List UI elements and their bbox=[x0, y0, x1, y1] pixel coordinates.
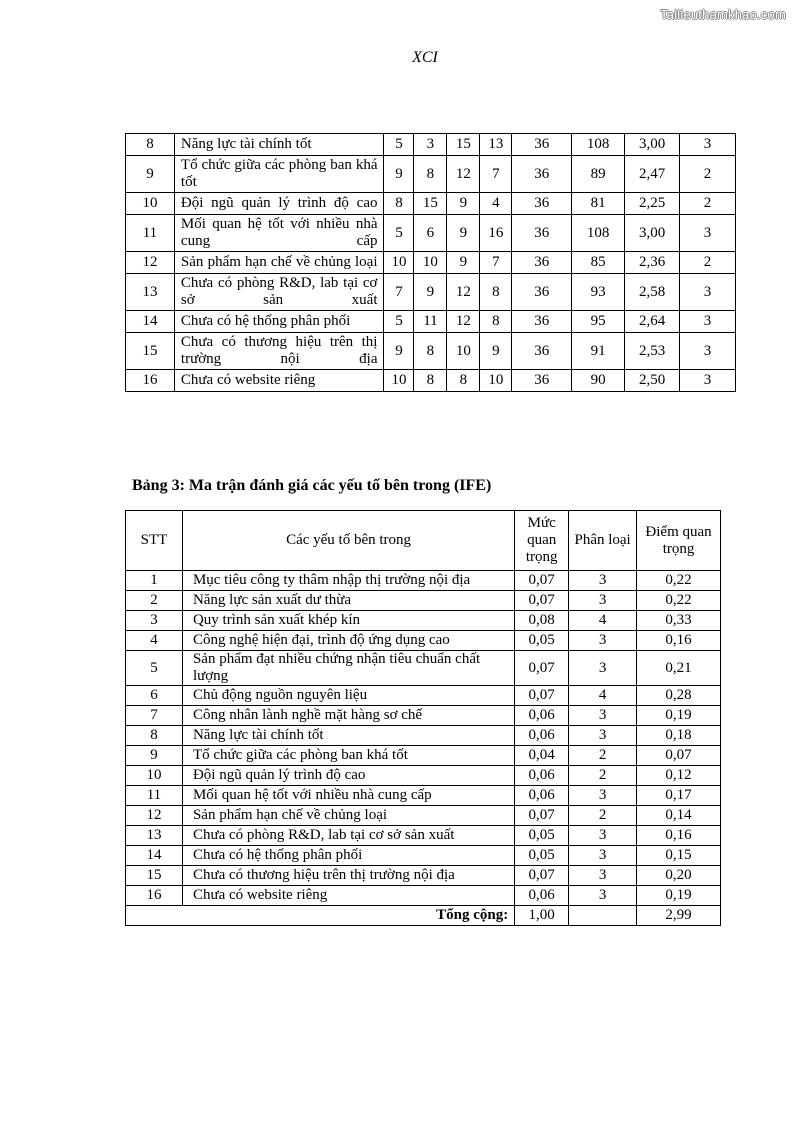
factor-name: Tổ chức giữa các phòng ban khá tốt bbox=[182, 746, 514, 766]
row-number: 16 bbox=[126, 886, 183, 906]
row-number: 1 bbox=[126, 571, 183, 591]
table-row bbox=[126, 886, 721, 906]
table-row bbox=[126, 571, 721, 591]
factor-name: Sản phẩm đạt nhiều chứng nhận tiêu chuẩn chất lượng bbox=[182, 651, 514, 686]
table-row bbox=[126, 686, 721, 706]
row-number: 16 bbox=[126, 370, 175, 392]
rounded-rating: 2 bbox=[680, 252, 736, 274]
row-number: 14 bbox=[126, 311, 175, 333]
rating-1: 5 bbox=[384, 134, 414, 156]
weighted-score: 0,07 bbox=[637, 746, 721, 766]
weighted-score: 0,14 bbox=[637, 806, 721, 826]
rating-4: 13 bbox=[480, 134, 512, 156]
factor-name: Sản phẩm hạn chế về chủng loại bbox=[182, 806, 514, 826]
average-score: 2,58 bbox=[625, 274, 680, 311]
rating-1: 10 bbox=[384, 252, 414, 274]
row-number: 7 bbox=[126, 706, 183, 726]
watermark: Tailieuthamkhao.com bbox=[660, 7, 786, 22]
total-responses: 36 bbox=[512, 215, 572, 252]
rating-2: 8 bbox=[414, 333, 447, 370]
factor-name: Năng lực tài chính tốt bbox=[174, 134, 384, 156]
weighted-score: 0,17 bbox=[637, 786, 721, 806]
average-score: 2,50 bbox=[625, 370, 680, 392]
row-number: 10 bbox=[126, 193, 175, 215]
rating-2: 3 bbox=[414, 134, 447, 156]
table-row bbox=[126, 215, 736, 252]
factor-name: Chưa có hệ thống phân phối bbox=[182, 846, 514, 866]
average-score: 2,25 bbox=[625, 193, 680, 215]
table-row bbox=[126, 252, 736, 274]
row-number: 6 bbox=[126, 686, 183, 706]
row-number: 2 bbox=[126, 591, 183, 611]
total-importance: 1,00 bbox=[515, 906, 569, 926]
total-score: 85 bbox=[572, 252, 625, 274]
importance-weight: 0,08 bbox=[515, 611, 569, 631]
weighted-score: 0,18 bbox=[637, 726, 721, 746]
total-row bbox=[126, 906, 721, 926]
total-responses: 36 bbox=[512, 370, 572, 392]
classification: 3 bbox=[569, 591, 637, 611]
importance-weight: 0,06 bbox=[515, 726, 569, 746]
weighted-score: 0,15 bbox=[637, 846, 721, 866]
row-number: 13 bbox=[126, 826, 183, 846]
row-number: 8 bbox=[126, 134, 175, 156]
factor-name: Mối quan hệ tốt với nhiều nhà cung cấp bbox=[182, 786, 514, 806]
total-responses: 36 bbox=[512, 134, 572, 156]
average-score: 2,64 bbox=[625, 311, 680, 333]
row-number: 15 bbox=[126, 866, 183, 886]
rounded-rating: 3 bbox=[680, 274, 736, 311]
average-score: 3,00 bbox=[625, 134, 680, 156]
table-row bbox=[126, 746, 721, 766]
average-score: 2,53 bbox=[625, 333, 680, 370]
table-row bbox=[126, 866, 721, 886]
factor-name: Năng lực sản xuất dư thừa bbox=[182, 591, 514, 611]
classification: 3 bbox=[569, 706, 637, 726]
total-responses: 36 bbox=[512, 252, 572, 274]
rating-1: 5 bbox=[384, 311, 414, 333]
importance-weight: 0,05 bbox=[515, 846, 569, 866]
classification: 3 bbox=[569, 726, 637, 746]
row-number: 9 bbox=[126, 746, 183, 766]
factor-name: Chưa có thương hiệu trên thị trường nội địa bbox=[174, 333, 384, 370]
weighted-score: 0,16 bbox=[637, 631, 721, 651]
rating-2: 9 bbox=[414, 274, 447, 311]
rating-3: 10 bbox=[447, 333, 480, 370]
rounded-rating: 3 bbox=[680, 311, 736, 333]
importance-weight: 0,04 bbox=[515, 746, 569, 766]
row-number: 4 bbox=[126, 631, 183, 651]
importance-weight: 0,07 bbox=[515, 866, 569, 886]
classification: 2 bbox=[569, 766, 637, 786]
rating-4: 7 bbox=[480, 156, 512, 193]
rating-4: 9 bbox=[480, 333, 512, 370]
rating-1: 10 bbox=[384, 370, 414, 392]
importance-weight: 0,06 bbox=[515, 886, 569, 906]
total-score: 108 bbox=[572, 134, 625, 156]
rating-2: 8 bbox=[414, 156, 447, 193]
total-responses: 36 bbox=[512, 333, 572, 370]
factor-name: Công nghệ hiện đại, trình độ ứng dụng cao bbox=[182, 631, 514, 651]
factor-name: Quy trình sản xuất khép kín bbox=[182, 611, 514, 631]
factor-name: Năng lực tài chính tốt bbox=[182, 726, 514, 746]
ife-table-caption: Bảng 3: Ma trận đánh giá các yếu tố bên trong (IFE) bbox=[132, 477, 492, 494]
importance-weight: 0,07 bbox=[515, 571, 569, 591]
table-row bbox=[126, 134, 736, 156]
factor-name: Chưa có website riêng bbox=[174, 370, 384, 392]
row-number: 11 bbox=[126, 786, 183, 806]
classification: 3 bbox=[569, 786, 637, 806]
row-number: 10 bbox=[126, 766, 183, 786]
total-responses: 36 bbox=[512, 311, 572, 333]
header-importance: Mức quan trọng bbox=[515, 511, 569, 571]
weighted-score: 0,33 bbox=[637, 611, 721, 631]
rating-1: 9 bbox=[384, 333, 414, 370]
total-score: 95 bbox=[572, 311, 625, 333]
header-factor: Các yếu tố bên trong bbox=[182, 511, 514, 571]
rating-2: 8 bbox=[414, 370, 447, 392]
classification: 3 bbox=[569, 866, 637, 886]
factor-name: Công nhân lành nghề mặt hàng sơ chế bbox=[182, 706, 514, 726]
table-row bbox=[126, 311, 736, 333]
page-number: XCI bbox=[412, 49, 438, 66]
rounded-rating: 3 bbox=[680, 215, 736, 252]
rounded-rating: 3 bbox=[680, 370, 736, 392]
row-number: 8 bbox=[126, 726, 183, 746]
classification: 2 bbox=[569, 746, 637, 766]
total-score: 2,99 bbox=[637, 906, 721, 926]
weighted-score: 0,20 bbox=[637, 866, 721, 886]
rating-2: 11 bbox=[414, 311, 447, 333]
table-row bbox=[126, 766, 721, 786]
factor-name: Sản phẩm hạn chế về chủng loại bbox=[174, 252, 384, 274]
average-score: 2,36 bbox=[625, 252, 680, 274]
table-row bbox=[126, 786, 721, 806]
total-score: 93 bbox=[572, 274, 625, 311]
weighted-score: 0,28 bbox=[637, 686, 721, 706]
factor-name: Mối quan hệ tốt với nhiều nhà cung cấp bbox=[174, 215, 384, 252]
table-row bbox=[126, 193, 736, 215]
importance-weight: 0,06 bbox=[515, 786, 569, 806]
rating-3: 12 bbox=[447, 311, 480, 333]
header-stt: STT bbox=[126, 511, 183, 571]
factor-name: Chưa có website riêng bbox=[182, 886, 514, 906]
factor-name: Chủ động nguồn nguyên liệu bbox=[182, 686, 514, 706]
rating-3: 9 bbox=[447, 215, 480, 252]
rounded-rating: 3 bbox=[680, 134, 736, 156]
row-number: 11 bbox=[126, 215, 175, 252]
rating-2: 10 bbox=[414, 252, 447, 274]
total-score: 108 bbox=[572, 215, 625, 252]
rating-3: 15 bbox=[447, 134, 480, 156]
importance-weight: 0,07 bbox=[515, 806, 569, 826]
table-row bbox=[126, 706, 721, 726]
weighted-score: 0,12 bbox=[637, 766, 721, 786]
rounded-rating: 2 bbox=[680, 156, 736, 193]
rating-1: 7 bbox=[384, 274, 414, 311]
classification: 4 bbox=[569, 686, 637, 706]
row-number: 5 bbox=[126, 651, 183, 686]
average-score: 2,47 bbox=[625, 156, 680, 193]
rating-4: 8 bbox=[480, 311, 512, 333]
factor-name: Mục tiêu công ty thâm nhập thị trường nội địa bbox=[182, 571, 514, 591]
factor-name: Chưa có phòng R&D, lab tại cơ sở sản xuất bbox=[174, 274, 384, 311]
weighted-score: 0,19 bbox=[637, 886, 721, 906]
rating-3: 12 bbox=[447, 156, 480, 193]
rating-4: 4 bbox=[480, 193, 512, 215]
importance-weight: 0,05 bbox=[515, 826, 569, 846]
table-row bbox=[126, 591, 721, 611]
importance-weight: 0,06 bbox=[515, 706, 569, 726]
classification: 3 bbox=[569, 631, 637, 651]
rating-2: 6 bbox=[414, 215, 447, 252]
rating-1: 8 bbox=[384, 193, 414, 215]
weighted-score: 0,19 bbox=[637, 706, 721, 726]
table-row bbox=[126, 631, 721, 651]
table-row bbox=[126, 611, 721, 631]
total-responses: 36 bbox=[512, 156, 572, 193]
factor-name: Chưa có thương hiệu trên thị trường nội địa bbox=[182, 866, 514, 886]
ife-header-row bbox=[126, 511, 721, 571]
weighted-score: 0,21 bbox=[637, 651, 721, 686]
header-weighted-score: Điểm quan trọng bbox=[637, 511, 721, 571]
classification: 3 bbox=[569, 826, 637, 846]
table-row bbox=[126, 726, 721, 746]
importance-weight: 0,07 bbox=[515, 591, 569, 611]
total-score: 89 bbox=[572, 156, 625, 193]
table-row bbox=[126, 846, 721, 866]
rating-1: 9 bbox=[384, 156, 414, 193]
table-row bbox=[126, 806, 721, 826]
importance-weight: 0,07 bbox=[515, 651, 569, 686]
factor-name: Chưa có hệ thống phân phối bbox=[174, 311, 384, 333]
total-responses: 36 bbox=[512, 193, 572, 215]
rating-4: 7 bbox=[480, 252, 512, 274]
rating-3: 9 bbox=[447, 193, 480, 215]
factor-name: Tổ chức giữa các phòng ban khá tốt bbox=[174, 156, 384, 193]
total-responses: 36 bbox=[512, 274, 572, 311]
row-number: 13 bbox=[126, 274, 175, 311]
weighted-score: 0,22 bbox=[637, 591, 721, 611]
rating-3: 9 bbox=[447, 252, 480, 274]
classification: 2 bbox=[569, 806, 637, 826]
importance-weight: 0,06 bbox=[515, 766, 569, 786]
ife-matrix-table bbox=[125, 510, 721, 926]
total-classification bbox=[569, 906, 637, 926]
rating-3: 8 bbox=[447, 370, 480, 392]
classification: 3 bbox=[569, 571, 637, 591]
importance-weight: 0,07 bbox=[515, 686, 569, 706]
factor-name: Đội ngũ quản lý trình độ cao bbox=[174, 193, 384, 215]
classification: 3 bbox=[569, 651, 637, 686]
header-classification: Phân loại bbox=[569, 511, 637, 571]
total-score: 90 bbox=[572, 370, 625, 392]
importance-weight: 0,05 bbox=[515, 631, 569, 651]
row-number: 9 bbox=[126, 156, 175, 193]
table-row bbox=[126, 274, 736, 311]
rating-3: 12 bbox=[447, 274, 480, 311]
rating-1: 5 bbox=[384, 215, 414, 252]
factor-name: Chưa có phòng R&D, lab tại cơ sở sản xuất bbox=[182, 826, 514, 846]
table-row bbox=[126, 370, 736, 392]
factor-name: Đội ngũ quản lý trình độ cao bbox=[182, 766, 514, 786]
row-number: 14 bbox=[126, 846, 183, 866]
classification: 3 bbox=[569, 886, 637, 906]
table-row bbox=[126, 651, 721, 686]
rounded-rating: 3 bbox=[680, 333, 736, 370]
rating-4: 10 bbox=[480, 370, 512, 392]
row-number: 15 bbox=[126, 333, 175, 370]
rating-4: 8 bbox=[480, 274, 512, 311]
weighted-score: 0,22 bbox=[637, 571, 721, 591]
rating-2: 15 bbox=[414, 193, 447, 215]
row-number: 12 bbox=[126, 806, 183, 826]
total-label: Tổng cộng: bbox=[126, 906, 515, 926]
classification: 4 bbox=[569, 611, 637, 631]
row-number: 3 bbox=[126, 611, 183, 631]
total-score: 91 bbox=[572, 333, 625, 370]
average-score: 3,00 bbox=[625, 215, 680, 252]
factor-rating-table bbox=[125, 133, 736, 392]
total-score: 81 bbox=[572, 193, 625, 215]
rating-4: 16 bbox=[480, 215, 512, 252]
weighted-score: 0,16 bbox=[637, 826, 721, 846]
table-row bbox=[126, 156, 736, 193]
row-number: 12 bbox=[126, 252, 175, 274]
rounded-rating: 2 bbox=[680, 193, 736, 215]
table-row bbox=[126, 826, 721, 846]
table-row bbox=[126, 333, 736, 370]
classification: 3 bbox=[569, 846, 637, 866]
